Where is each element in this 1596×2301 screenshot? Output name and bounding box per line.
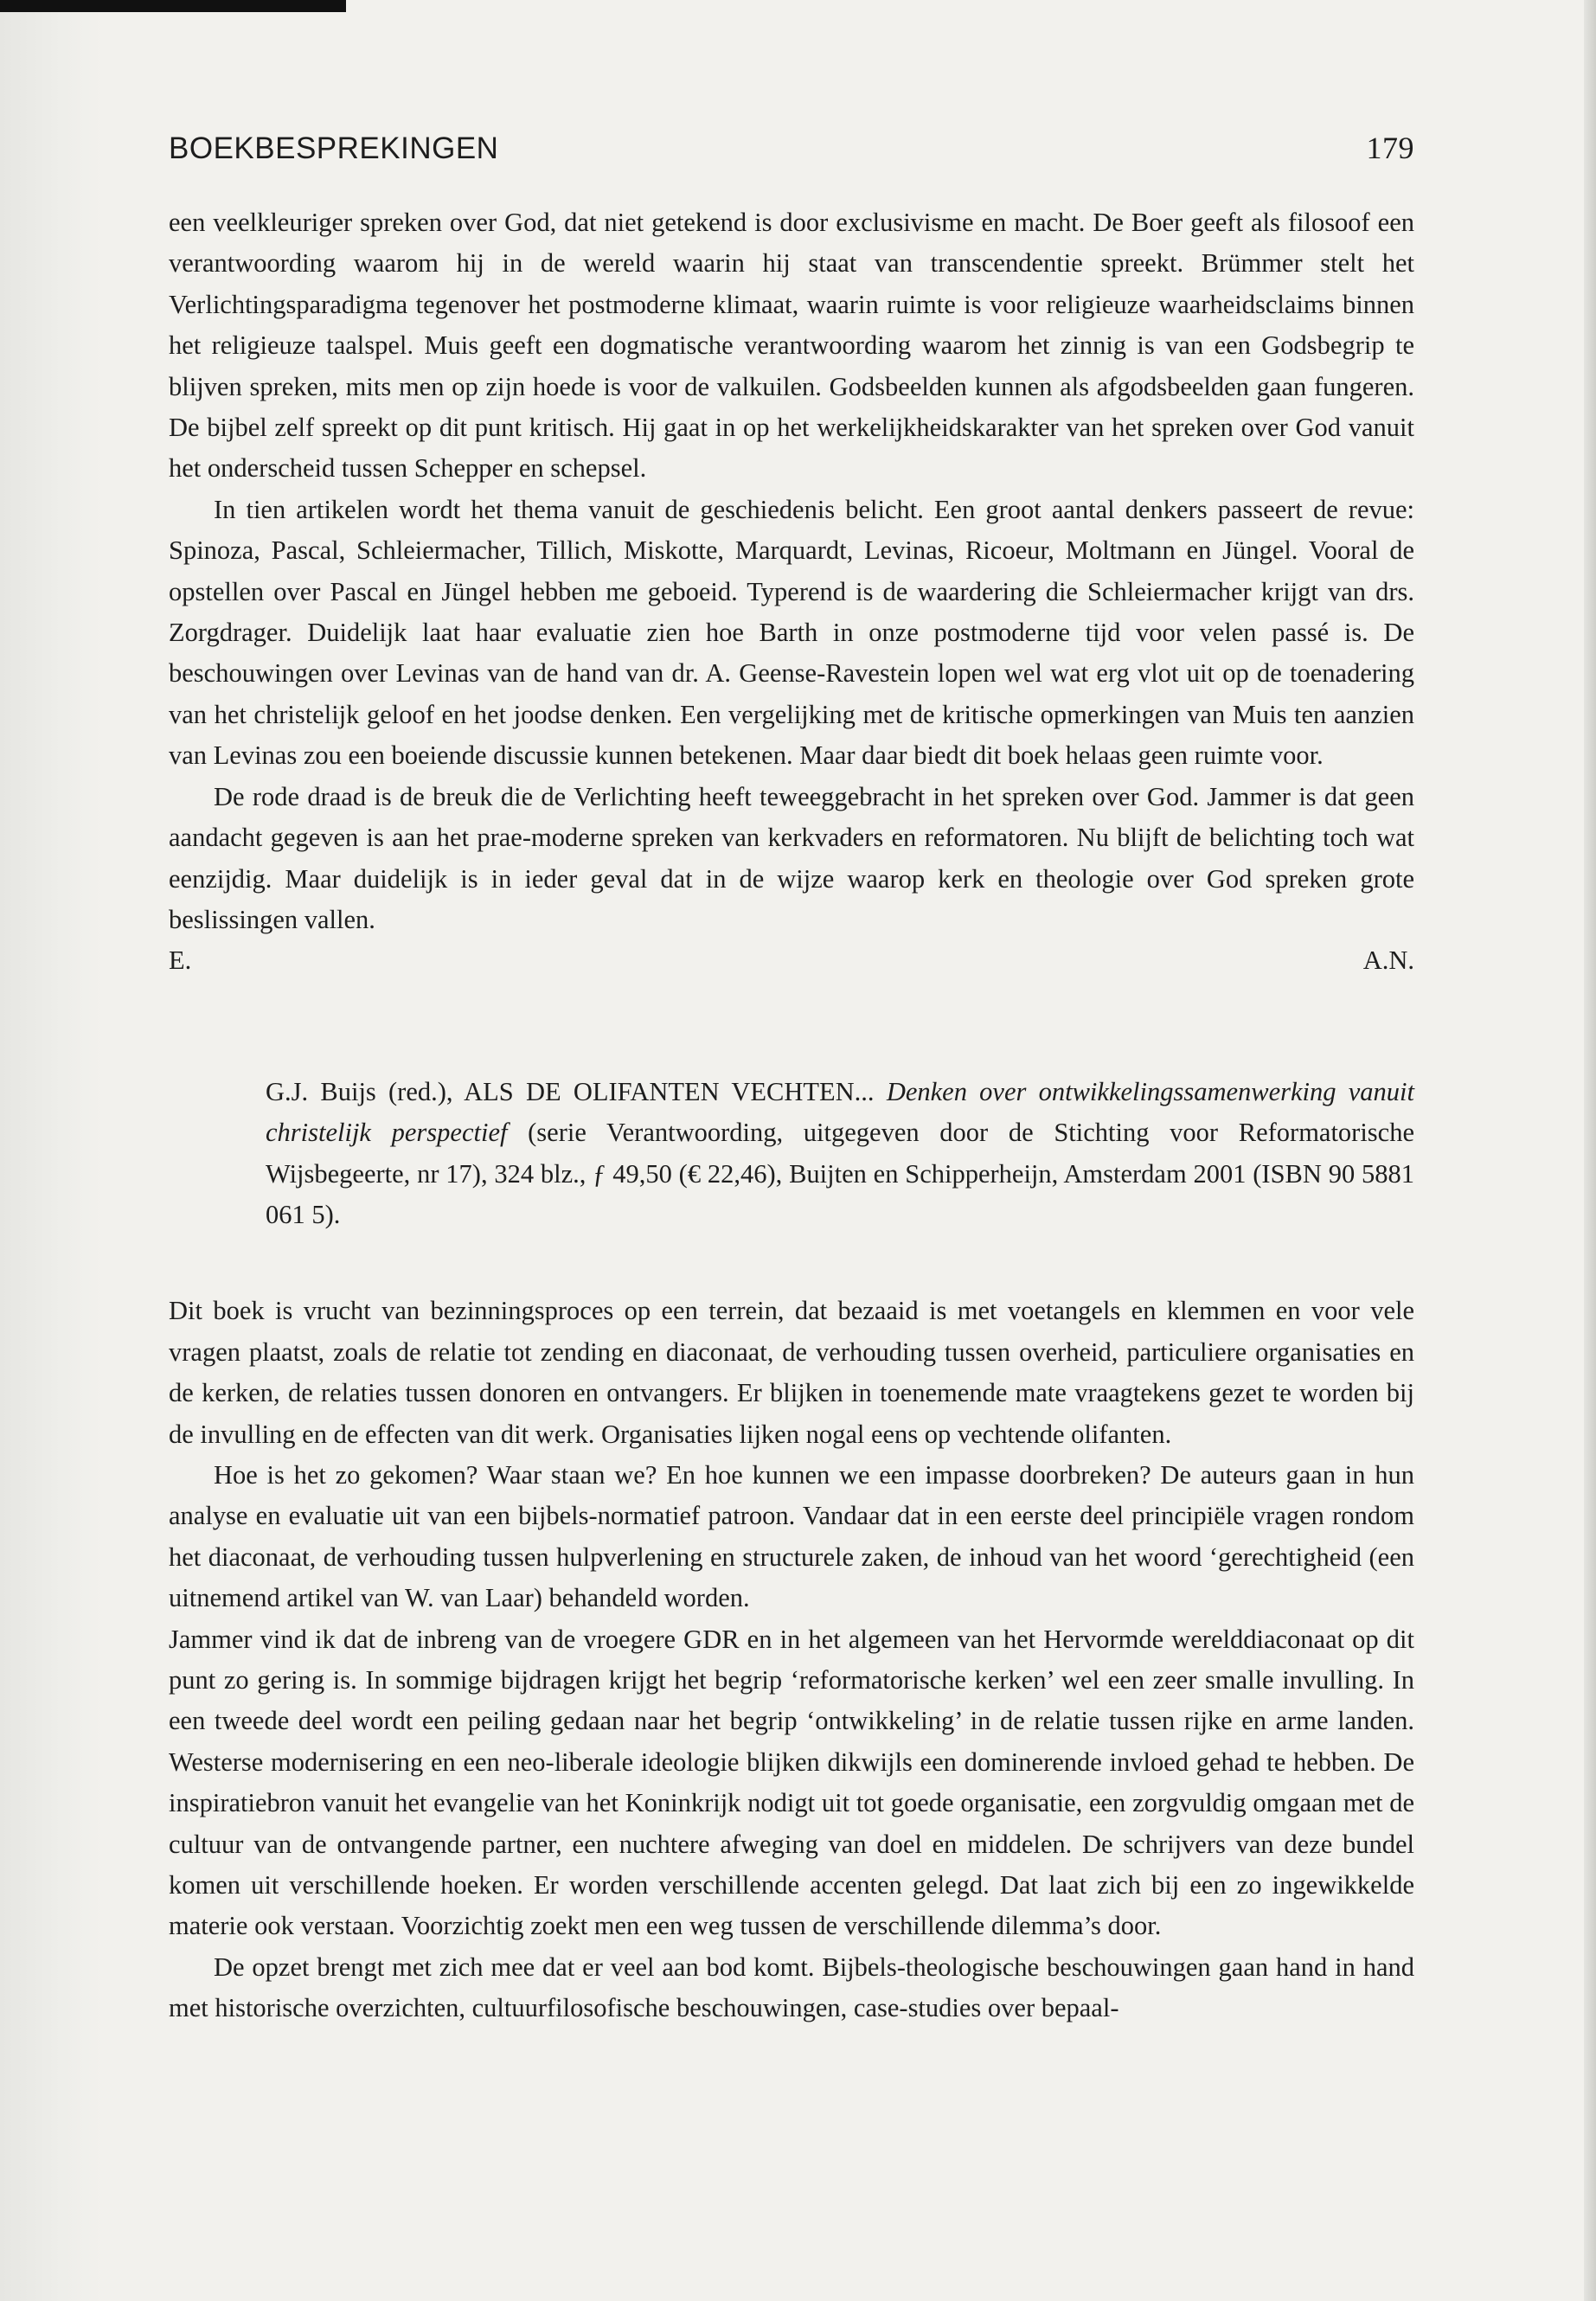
review-1-paragraph: In tien artikelen wordt het thema vanuit de geschiedenis belicht. Een groot aantal denkers passeert de revue: Spinoza, Pascal, Schleiermacher, Tillich, Miskotte, Marquardt, Levinas, Ricoeur, Moltmann en Jüngel. Vooral de opstellen over Pascal en Jüngel hebben me geboeid. Typerend is de waardering die Schleiermacher krijgt van drs. Zorgdrager. Duidelijk laat haar evaluatie zien hoe Barth in onze postmoderne tijd voor velen passé is. De beschouwingen over Levinas van de hand van dr. A. Geense-Ravestein lopen wel wat erg vlot uit op de toenadering van het christelijk geloof en het joodse denken. Een vergelijking met de kritische opmerkingen van Muis ten aanzien van Levinas zou een boeiende discussie kunnen betekenen. Maar daar biedt dit boek helaas geen ruimte voor. (169, 494, 1414, 771)
scan-edge-right (1584, 0, 1596, 2301)
review-2-paragraph: Dit boek is vrucht van bezinningsproces op een terrein, dat bezaaid is met voetangels en klemmen en voor vele vragen plaatst, zoals de relatie tot zending en diaconaat, de verhouding tussen overheid, particuliere organisaties en de kerken, de relaties tussen donoren en ontvangers. Er blijken in toenemende mate vraagtekens gezet te worden bij de invulling en de effecten van dit werk. Organisaties lijken nogal eens op vechtende olifanten. (169, 1296, 1414, 1449)
book-authors-title: G.J. Buijs (red.), ALS DE OLIFANTEN VECHTEN... (266, 1076, 887, 1106)
review-place: E. (169, 945, 192, 976)
bibliographic-entry (266, 1072, 1414, 1236)
book-page (169, 130, 1414, 2029)
review-2-paragraph: Hoe is het zo gekomen? Waar staan we? En hoe kunnen we een impasse doorbreken? De auteurs gaan in hun analyse en evaluatie uit van een bijbels-normatief patroon. Vandaar dat in een eerste deel principiële vragen rondom het diaconaat, de verhouding tussen hulpverlening en structurele zaken, de inhoud van het woord ‘gerechtigheid (een uitnemend artikel van W. van Laar) behandeld worden. (169, 1459, 1414, 1613)
scan-shadow-left (0, 0, 104, 2301)
book-subtitle: Denken over ontwikkelingssamenwerking vanuit christelijk perspectief (266, 1076, 1415, 1148)
review-1 (169, 202, 1414, 982)
scan-bar-top (0, 0, 346, 12)
review-2-paragraph: Jammer vind ik dat de inbreng van de vroegere GDR en in het algemeen van het Hervormde werelddiaconaat op dit punt zo gering is. In sommige bijdragen krijgt het begrip ‘reformatorische kerken’ wel een zeer smalle invulling. In een tweede deel wordt een peiling gedaan naar het begrip ‘ontwikkeling’ in de relatie tussen rijke en arme landen. Westerse modernisering en een neo-liberale ideologie blijken dikwijls een dominerende invloed gehad te hebben. De inspiratiebron vanuit het evangelie van het Koninkrijk nodigt uit tot goede organisatie, een zorgvuldig omgaan met de cultuur van de ontvangende partner, een nuchtere afweging van doel en middelen. De schrijvers van deze bundel komen uit verschillende hoeken. Er worden verschillende accenten gelegd. Dat laat zich bij een zo ingewikkelde materie ook verstaan. Voorzichtig zoekt men een weg tussen de verschillende dilemma’s door. (169, 1624, 1414, 1941)
review-1-signoff (169, 940, 1414, 981)
running-head (169, 130, 1414, 166)
review-1-paragraph: een veelkleuriger spreken over God, dat niet getekend is door exclusivisme en macht. De Boer geeft als filosoof een verantwoording waarom hij in de wereld waarin hij staat van transcendentie spreekt. Brümmer stelt het Verlichtingsparadigma tegenover het postmoderne klimaat, waarin ruimte is voor religieuze waarheidsclaims binnen het religieuze taalspel. Muis geeft een dogmatische verantwoording waarom het zinnig is van een Godsbegrip te blijven spreken, mits men op zijn hoede is voor de valkuilen. Godsbeelden kunnen als afgodsbeelden gaan fungeren. De bijbel zelf spreekt op dit punt kritisch. Hij gaat in op het werkelijkheidskarakter van het spreken over God vanuit het onderscheid tussen Schepper en schepsel. (169, 208, 1414, 484)
book-details: (serie Verantwoording, uitgegeven door de Stichting voor Reformatorische Wijsbegeerte, nr 17), 324 blz., ƒ 49,50 (€ 22,46), Buijten en Schipperheijn, Amsterdam 2001 (ISBN 90 5881 061 5). (266, 1118, 1415, 1229)
review-2 (169, 1291, 1414, 2029)
review-2-paragraph: De opzet brengt met zich mee dat er veel aan bod komt. Bijbels-theologische beschouwingen gaan hand in hand met historische overzichten, cultuurfilosofische beschouwingen, case-studies over bepaal- (169, 1952, 1414, 2023)
section-title: BOEKBESPREKINGEN (169, 131, 499, 165)
page-number: 179 (1366, 131, 1414, 165)
review-1-paragraph: De rode draad is de breuk die de Verlichting heeft teweeggebracht in het spreken over God. Jammer is dat geen aandacht gegeven is aan het prae-moderne spreken van kerkvaders en reformatoren. Nu blijft de belichting toch wat eenzijdig. Maar duidelijk is in ieder geval dat in de wijze waarop kerk en theologie over God spreken grote beslissingen vallen. (169, 781, 1414, 934)
reviewer-initials: A.N. (1362, 945, 1414, 976)
